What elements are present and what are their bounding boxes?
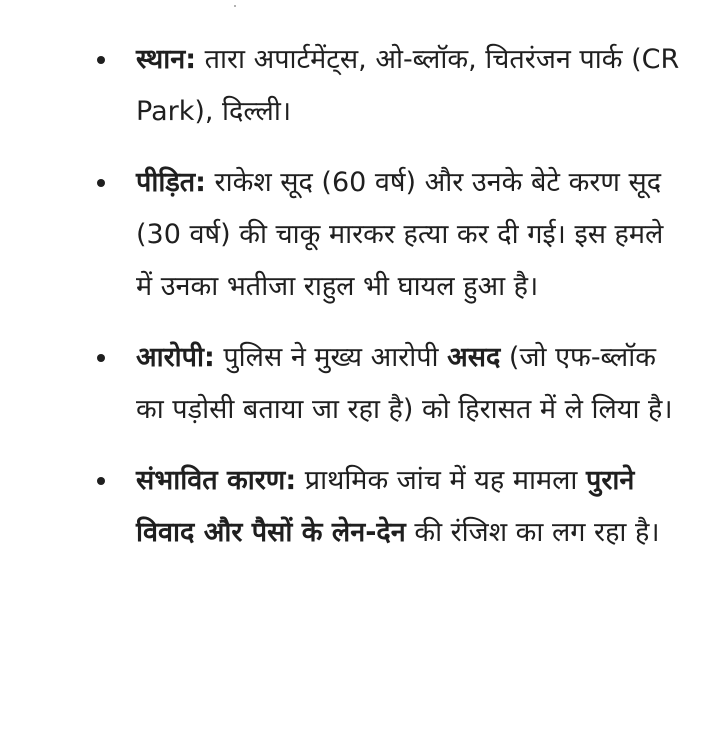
item-label: पीड़ित: <box>136 167 206 198</box>
item-label: स्थान: <box>136 44 196 75</box>
item-text: तारा अपार्टमेंट्स, ओ-ब्लॉक, चितरंजन पार्क (CR Park), दिल्ली। <box>136 44 680 127</box>
item-label: संभावित कारण: <box>136 465 297 496</box>
list-item-victims <box>0 157 720 313</box>
bullet-list <box>0 34 720 578</box>
item-text-bold: पुराने विवाद और पैसों के लेन-देन <box>136 465 635 548</box>
item-text-before: प्राथमिक जांच में यह मामला <box>296 465 587 496</box>
item-text-after: (जो एफ-ब्लॉक का पड़ोसी बताया जा रहा है) को हिरासत में ले लिया है। <box>136 342 673 425</box>
item-text: राकेश सूद (60 वर्ष) और उनके बेटे करण सूद (30 वर्ष) की चाकू मारकर हत्या कर दी गई। इस हमले में उनका भतीजा राहुल भी घायल हुआ है। <box>136 167 664 302</box>
item-text-before: पुलिस ने मुख्य आरोपी <box>214 342 448 373</box>
list-item-location <box>0 34 720 138</box>
item-text-after: की रंजिश का लग रहा है। <box>405 517 660 548</box>
list-item-accused <box>0 332 720 436</box>
stray-dot <box>234 5 236 7</box>
item-text-bold: असद <box>447 342 501 373</box>
list-item-possible-reason <box>0 455 720 559</box>
item-label: आरोपी: <box>136 342 215 373</box>
